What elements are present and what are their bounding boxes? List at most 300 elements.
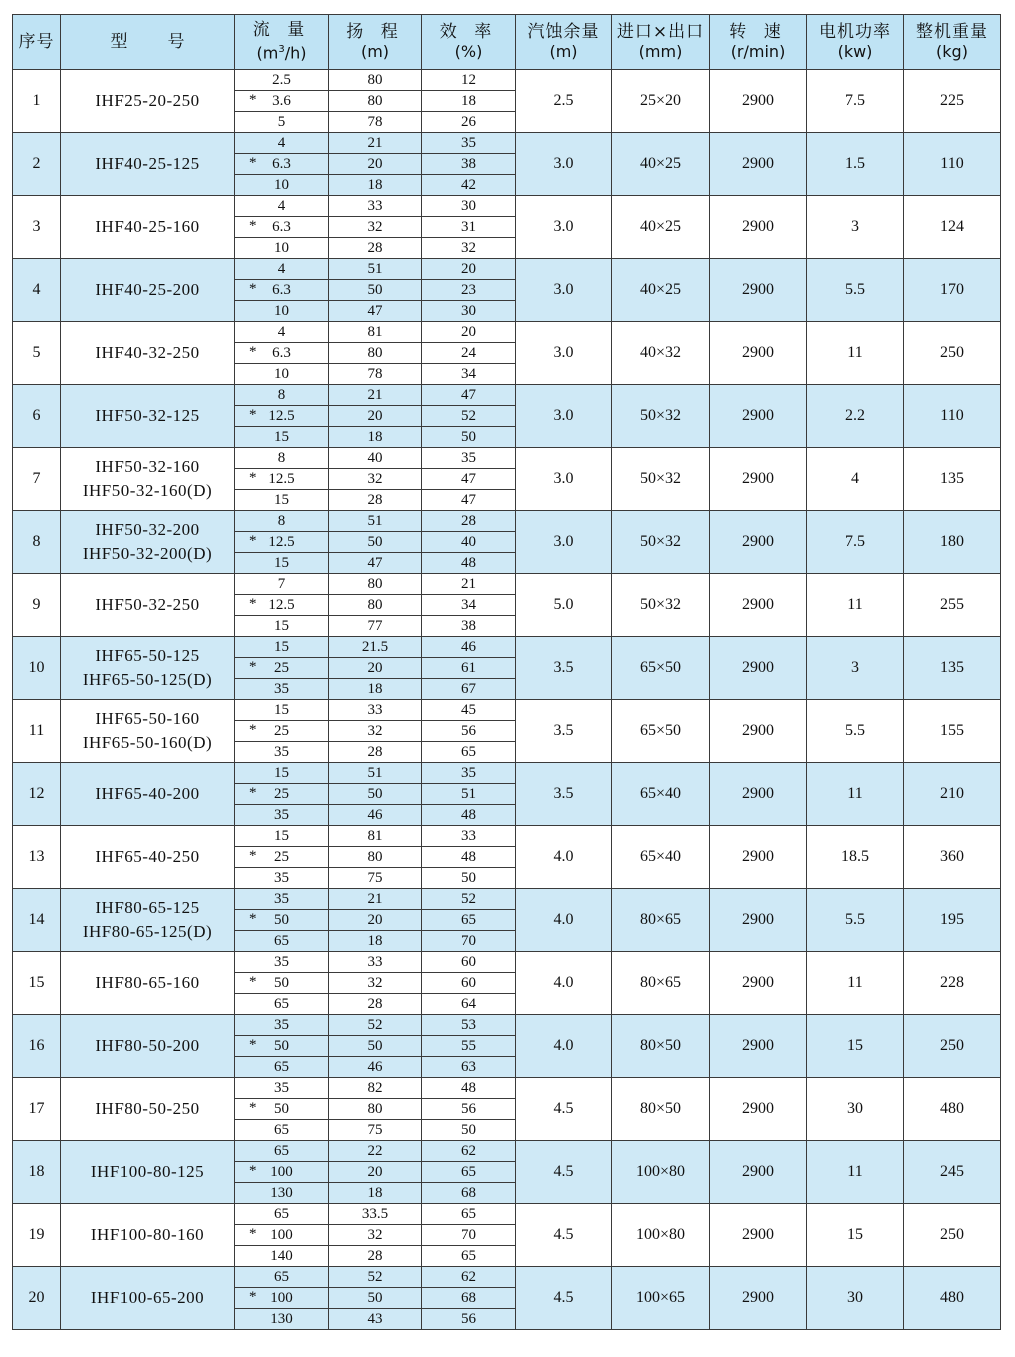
flow-value — [235, 364, 329, 385]
model-cell — [61, 133, 235, 196]
head-value: 80 — [329, 91, 422, 112]
flow-number: 4 — [277, 198, 286, 214]
row-number: 19 — [13, 1204, 61, 1267]
head-value: 20 — [329, 406, 422, 427]
rated-point-marker: * — [249, 974, 257, 990]
npsh-value: 4.0 — [516, 1015, 612, 1078]
flow-value — [235, 784, 329, 805]
efficiency-value: 70 — [422, 931, 516, 952]
npsh-value: 4.0 — [516, 952, 612, 1015]
speed-value: 2900 — [710, 889, 807, 952]
rated-point-marker: * — [249, 218, 257, 234]
flow-value — [235, 154, 329, 175]
port-size: 65×50 — [612, 637, 710, 700]
port-size: 65×50 — [612, 700, 710, 763]
table-row — [13, 763, 1001, 784]
model-name: IHF65-50-160(D) — [82, 733, 213, 752]
flow-value — [235, 889, 329, 910]
flow-value — [235, 385, 329, 406]
efficiency-value: 63 — [422, 1057, 516, 1078]
port-size: 50×32 — [612, 574, 710, 637]
efficiency-value: 32 — [422, 238, 516, 259]
port-size: 80×65 — [612, 952, 710, 1015]
npsh-value: 3.0 — [516, 511, 612, 574]
flow-value — [235, 721, 329, 742]
model-name: IHF50-32-250 — [95, 595, 200, 614]
flow-number: 100 — [270, 1227, 293, 1243]
flow-value — [235, 1015, 329, 1036]
weight-value: 195 — [904, 889, 1001, 952]
flow-number: 10 — [274, 366, 289, 382]
efficiency-value: 65 — [422, 910, 516, 931]
flow-value — [235, 112, 329, 133]
npsh-value: 3.0 — [516, 448, 612, 511]
model-cell — [61, 700, 235, 763]
head-value: 32 — [329, 217, 422, 238]
row-number: 11 — [13, 700, 61, 763]
flow-value — [235, 1141, 329, 1162]
rated-point-marker: * — [249, 281, 257, 297]
flow-number: 35 — [274, 1080, 289, 1096]
flow-number: 12.5 — [268, 534, 295, 550]
head-value: 80 — [329, 847, 422, 868]
power-value: 3 — [807, 637, 904, 700]
table-row — [13, 1141, 1001, 1162]
npsh-value: 3.0 — [516, 385, 612, 448]
efficiency-value: 18 — [422, 91, 516, 112]
weight-value: 110 — [904, 133, 1001, 196]
head-value: 80 — [329, 343, 422, 364]
flow-value — [235, 637, 329, 658]
table-row — [13, 322, 1001, 343]
flow-number: 12.5 — [268, 471, 295, 487]
model-name: IHF40-32-250 — [95, 343, 200, 362]
model-name: IHF50-32-160 — [95, 457, 200, 476]
efficiency-value: 20 — [422, 322, 516, 343]
speed-value: 2900 — [710, 574, 807, 637]
row-number: 3 — [13, 196, 61, 259]
flow-value — [235, 343, 329, 364]
header-head: 扬 程 (m) — [329, 15, 422, 70]
head-value: 28 — [329, 490, 422, 511]
efficiency-value: 64 — [422, 994, 516, 1015]
flow-number: 15 — [274, 639, 289, 655]
npsh-value: 3.0 — [516, 196, 612, 259]
power-value: 7.5 — [807, 70, 904, 133]
head-value: 20 — [329, 1162, 422, 1183]
table-row — [13, 637, 1001, 658]
flow-number: 35 — [274, 870, 289, 886]
speed-value: 2900 — [710, 511, 807, 574]
head-value: 18 — [329, 1183, 422, 1204]
efficiency-value: 52 — [422, 406, 516, 427]
flow-value — [235, 1204, 329, 1225]
head-value: 50 — [329, 1288, 422, 1309]
head-value: 18 — [329, 175, 422, 196]
flow-value — [235, 490, 329, 511]
rated-point-marker: * — [249, 659, 257, 675]
flow-value — [235, 616, 329, 637]
head-value: 43 — [329, 1309, 422, 1330]
flow-number: 2.5 — [272, 72, 291, 88]
row-number: 6 — [13, 385, 61, 448]
npsh-value: 3.5 — [516, 637, 612, 700]
npsh-value: 4.0 — [516, 826, 612, 889]
speed-value: 2900 — [710, 952, 807, 1015]
efficiency-value: 56 — [422, 1099, 516, 1120]
model-name: IHF65-50-125(D) — [82, 670, 213, 689]
model-name: IHF25-20-250 — [95, 91, 200, 110]
head-value: 18 — [329, 679, 422, 700]
head-value: 47 — [329, 553, 422, 574]
flow-number: 4 — [277, 135, 286, 151]
flow-number: 65 — [274, 1206, 289, 1222]
table-row — [13, 952, 1001, 973]
rated-point-marker: * — [249, 92, 257, 108]
npsh-value: 3.0 — [516, 133, 612, 196]
row-number: 8 — [13, 511, 61, 574]
flow-value — [235, 406, 329, 427]
power-value: 2.2 — [807, 385, 904, 448]
flow-value — [235, 679, 329, 700]
efficiency-value: 56 — [422, 1309, 516, 1330]
model-cell — [61, 952, 235, 1015]
flow-number: 100 — [270, 1290, 293, 1306]
npsh-value: 3.0 — [516, 259, 612, 322]
port-size: 40×25 — [612, 196, 710, 259]
efficiency-value: 35 — [422, 763, 516, 784]
model-name: IHF50-32-160(D) — [82, 481, 213, 500]
flow-number: 4 — [277, 324, 286, 340]
npsh-value: 5.0 — [516, 574, 612, 637]
flow-value — [235, 658, 329, 679]
flow-value — [235, 133, 329, 154]
flow-number: 25 — [274, 723, 289, 739]
head-value: 20 — [329, 910, 422, 931]
model-cell — [61, 448, 235, 511]
flow-number: 12.5 — [268, 408, 295, 424]
table-row — [13, 196, 1001, 217]
pump-spec-table — [12, 14, 1001, 1330]
power-value: 11 — [807, 1141, 904, 1204]
flow-value — [235, 196, 329, 217]
flow-number: 50 — [274, 1038, 289, 1054]
head-value: 28 — [329, 742, 422, 763]
rated-point-marker: * — [249, 848, 257, 864]
npsh-value: 4.5 — [516, 1141, 612, 1204]
head-value: 78 — [329, 112, 422, 133]
npsh-value: 2.5 — [516, 70, 612, 133]
table-row — [13, 259, 1001, 280]
efficiency-value: 47 — [422, 385, 516, 406]
speed-value: 2900 — [710, 700, 807, 763]
speed-value: 2900 — [710, 196, 807, 259]
head-value: 50 — [329, 280, 422, 301]
efficiency-value: 61 — [422, 658, 516, 679]
efficiency-value: 48 — [422, 847, 516, 868]
flow-value — [235, 427, 329, 448]
efficiency-value: 38 — [422, 616, 516, 637]
flow-number: 25 — [274, 786, 289, 802]
header-flow: 流 量 $(m^3/h)$ — [235, 15, 329, 70]
flow-value — [235, 973, 329, 994]
power-value: 15 — [807, 1204, 904, 1267]
flow-value — [235, 175, 329, 196]
flow-value — [235, 595, 329, 616]
flow-value — [235, 1099, 329, 1120]
port-size: 50×32 — [612, 511, 710, 574]
head-value: 20 — [329, 658, 422, 679]
power-value: 3 — [807, 196, 904, 259]
flow-number: 140 — [270, 1248, 293, 1264]
row-number: 4 — [13, 259, 61, 322]
flow-number: 65 — [274, 1269, 289, 1285]
flow-value — [235, 931, 329, 952]
flow-number: 10 — [274, 240, 289, 256]
speed-value: 2900 — [710, 1141, 807, 1204]
rated-point-marker: * — [249, 1037, 257, 1053]
model-name: IHF80-65-125 — [95, 898, 200, 917]
efficiency-value: 20 — [422, 259, 516, 280]
table-row — [13, 70, 1001, 91]
rated-point-marker: * — [249, 1289, 257, 1305]
model-cell — [61, 1141, 235, 1204]
header-port: 进口×出口 (mm) — [612, 15, 710, 70]
flow-value — [235, 742, 329, 763]
model-name: IHF80-50-200 — [95, 1036, 200, 1055]
efficiency-value: 65 — [422, 1204, 516, 1225]
model-name: IHF100-65-200 — [90, 1288, 205, 1307]
model-cell — [61, 259, 235, 322]
rated-point-marker: * — [249, 407, 257, 423]
flow-number: 65 — [274, 1143, 289, 1159]
weight-value: 250 — [904, 1015, 1001, 1078]
model-name: IHF80-65-125(D) — [82, 922, 213, 941]
rated-point-marker: * — [249, 785, 257, 801]
head-value: 33 — [329, 700, 422, 721]
model-cell — [61, 511, 235, 574]
speed-value: 2900 — [710, 70, 807, 133]
head-value: 50 — [329, 784, 422, 805]
flow-number: 15 — [274, 702, 289, 718]
flow-number: 35 — [274, 807, 289, 823]
efficiency-value: 48 — [422, 1078, 516, 1099]
table-row — [13, 133, 1001, 154]
weight-value: 225 — [904, 70, 1001, 133]
head-value: 32 — [329, 721, 422, 742]
rated-point-marker: * — [249, 344, 257, 360]
flow-number: 35 — [274, 891, 289, 907]
npsh-value: 3.5 — [516, 700, 612, 763]
efficiency-value: 62 — [422, 1141, 516, 1162]
row-number: 18 — [13, 1141, 61, 1204]
flow-value — [235, 259, 329, 280]
model-cell — [61, 637, 235, 700]
row-number: 10 — [13, 637, 61, 700]
head-value: 51 — [329, 259, 422, 280]
rated-point-marker: * — [249, 596, 257, 612]
flow-value — [235, 1225, 329, 1246]
model-cell — [61, 1204, 235, 1267]
flow-value — [235, 469, 329, 490]
table-body — [13, 70, 1001, 1330]
head-value: 47 — [329, 301, 422, 322]
table-row — [13, 889, 1001, 910]
flow-number: 6.3 — [272, 282, 291, 298]
table-row — [13, 574, 1001, 595]
head-value: 33 — [329, 196, 422, 217]
flow-number: 15 — [274, 765, 289, 781]
efficiency-value: 52 — [422, 889, 516, 910]
head-value: 81 — [329, 826, 422, 847]
rated-point-marker: * — [249, 1100, 257, 1116]
flow-number: 65 — [274, 1059, 289, 1075]
head-value: 20 — [329, 154, 422, 175]
model-name: IHF40-25-125 — [95, 154, 200, 173]
model-name: IHF65-40-250 — [95, 847, 200, 866]
rated-point-marker: * — [249, 470, 257, 486]
port-size: 50×32 — [612, 385, 710, 448]
flow-value — [235, 1162, 329, 1183]
rated-point-marker: * — [249, 722, 257, 738]
flow-value — [235, 826, 329, 847]
head-value: 40 — [329, 448, 422, 469]
efficiency-value: 35 — [422, 133, 516, 154]
flow-number: 6.3 — [272, 156, 291, 172]
flow-number: 10 — [274, 177, 289, 193]
flow-number: 65 — [274, 933, 289, 949]
flow-value — [235, 301, 329, 322]
model-name: IHF40-25-200 — [95, 280, 200, 299]
table-row — [13, 826, 1001, 847]
model-name: IHF65-50-125 — [95, 646, 200, 665]
speed-value: 2900 — [710, 637, 807, 700]
head-value: 21 — [329, 889, 422, 910]
flow-number: 15 — [274, 429, 289, 445]
model-name: IHF40-25-160 — [95, 217, 200, 236]
row-number: 9 — [13, 574, 61, 637]
npsh-value: 4.5 — [516, 1078, 612, 1141]
efficiency-value: 68 — [422, 1183, 516, 1204]
model-cell — [61, 70, 235, 133]
power-value: 5.5 — [807, 889, 904, 952]
weight-value: 480 — [904, 1078, 1001, 1141]
efficiency-value: 45 — [422, 700, 516, 721]
head-value: 50 — [329, 1036, 422, 1057]
head-value: 80 — [329, 574, 422, 595]
head-value: 52 — [329, 1267, 422, 1288]
weight-value: 245 — [904, 1141, 1001, 1204]
model-cell — [61, 1267, 235, 1330]
table-row — [13, 511, 1001, 532]
flow-value — [235, 238, 329, 259]
power-value: 7.5 — [807, 511, 904, 574]
head-value: 21 — [329, 385, 422, 406]
model-cell — [61, 889, 235, 952]
flow-number: 10 — [274, 303, 289, 319]
table-row — [13, 1267, 1001, 1288]
flow-number: 8 — [277, 513, 286, 529]
head-value: 28 — [329, 238, 422, 259]
weight-value: 250 — [904, 1204, 1001, 1267]
header-flow-unit: $(m^3/h)$ — [256, 43, 307, 63]
efficiency-value: 34 — [422, 595, 516, 616]
model-name: IHF80-65-160 — [95, 973, 200, 992]
header-speed: 转 速 (r/min) — [710, 15, 807, 70]
head-value: 80 — [329, 595, 422, 616]
table-row — [13, 385, 1001, 406]
flow-number: 50 — [274, 912, 289, 928]
power-value: 15 — [807, 1015, 904, 1078]
flow-number: 35 — [274, 1017, 289, 1033]
efficiency-value: 31 — [422, 217, 516, 238]
flow-number: 15 — [274, 618, 289, 634]
speed-value: 2900 — [710, 259, 807, 322]
npsh-value: 3.0 — [516, 322, 612, 385]
flow-number: 6.3 — [272, 219, 291, 235]
header-power: 电机功率 (kw) — [807, 15, 904, 70]
rated-point-marker: * — [249, 1226, 257, 1242]
power-value: 11 — [807, 763, 904, 826]
flow-value — [235, 322, 329, 343]
efficiency-value: 65 — [422, 1246, 516, 1267]
row-number: 1 — [13, 70, 61, 133]
efficiency-value: 38 — [422, 154, 516, 175]
efficiency-value: 50 — [422, 1120, 516, 1141]
port-size: 25×20 — [612, 70, 710, 133]
weight-value: 480 — [904, 1267, 1001, 1330]
row-number: 2 — [13, 133, 61, 196]
model-cell — [61, 763, 235, 826]
flow-value — [235, 994, 329, 1015]
efficiency-value: 47 — [422, 490, 516, 511]
flow-value — [235, 1183, 329, 1204]
head-value: 28 — [329, 994, 422, 1015]
speed-value: 2900 — [710, 322, 807, 385]
port-size: 65×40 — [612, 826, 710, 889]
efficiency-value: 48 — [422, 805, 516, 826]
efficiency-value: 26 — [422, 112, 516, 133]
efficiency-value: 34 — [422, 364, 516, 385]
power-value: 5.5 — [807, 700, 904, 763]
port-size: 40×32 — [612, 322, 710, 385]
speed-value: 2900 — [710, 1267, 807, 1330]
table-header — [13, 15, 1001, 70]
flow-number: 7 — [277, 576, 286, 592]
port-size: 100×65 — [612, 1267, 710, 1330]
power-value: 11 — [807, 322, 904, 385]
power-value: 30 — [807, 1078, 904, 1141]
head-value: 22 — [329, 1141, 422, 1162]
efficiency-value: 23 — [422, 280, 516, 301]
flow-value — [235, 1078, 329, 1099]
head-value: 32 — [329, 469, 422, 490]
row-number: 15 — [13, 952, 61, 1015]
model-name: IHF65-40-200 — [95, 784, 200, 803]
flow-number: 8 — [277, 387, 286, 403]
flow-value — [235, 1267, 329, 1288]
flow-value — [235, 1309, 329, 1330]
flow-value — [235, 763, 329, 784]
efficiency-value: 62 — [422, 1267, 516, 1288]
port-size: 80×65 — [612, 889, 710, 952]
head-value: 80 — [329, 1099, 422, 1120]
flow-value — [235, 448, 329, 469]
flow-value — [235, 574, 329, 595]
weight-value: 228 — [904, 952, 1001, 1015]
table-row — [13, 1078, 1001, 1099]
model-cell — [61, 1015, 235, 1078]
